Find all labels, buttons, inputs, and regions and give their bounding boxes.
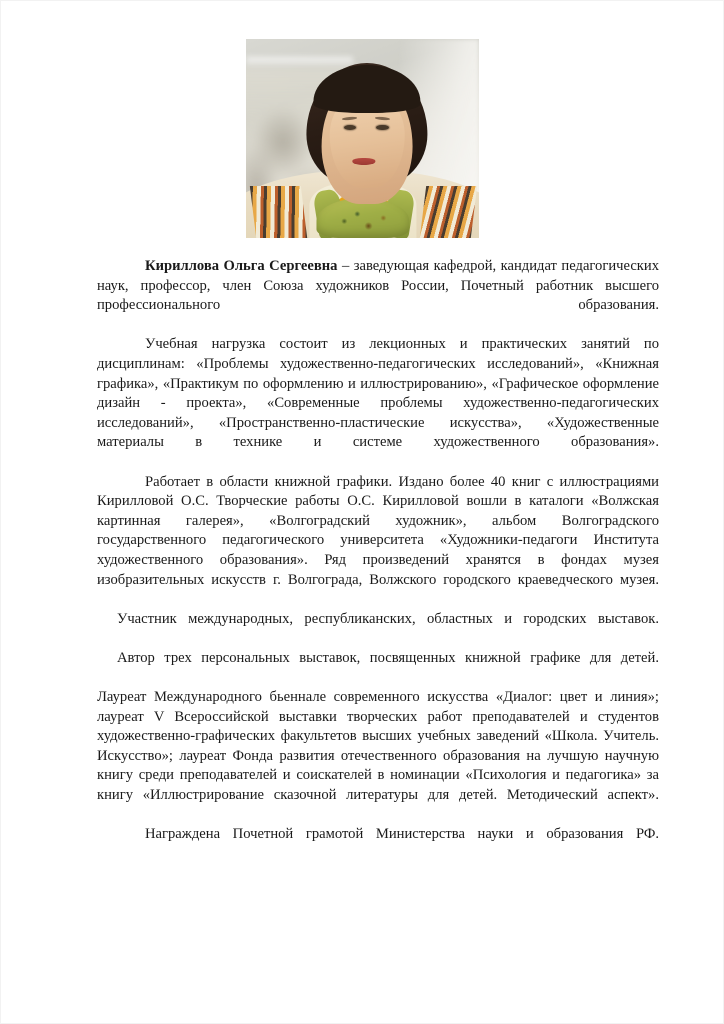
paragraph-solo-exhibitions: Автор трех персональных выставок, посвященных книжной графике для детей. — [117, 649, 659, 666]
paragraph-honorary-diploma: Награждена Почетной грамотой Министерства науки и образования РФ. — [145, 826, 659, 843]
person-name: Кириллова Ольга Сергеевна — [145, 258, 338, 274]
document-body — [97, 257, 659, 864]
patterned-scarf — [316, 198, 409, 238]
figure-eye-left — [344, 125, 356, 130]
paragraph-intro-text: – заведующая кафедрой, кандидат педагогических наук, профессор, член Союза художников России, Почетный работник высшего профессионального образования. — [97, 258, 659, 314]
paragraph-intro — [97, 257, 659, 335]
paragraph-book-graphics: Работает в области книжной графики. Издано более 40 книг с иллюстрациями Кирилловой О.С. Творческие работы О.С. Кирилловой вошли в каталоги «Волжская картинная галерея», «Волгоградский художник», альбом Волгоградского государственного педагогического университета «Художники-педагоги Института художественного образования». Ряд произведений хранятся в фондах музея изобразительных искусств г. Волгограда, Волжского городского краеведческого музея. — [97, 473, 659, 588]
figure-eye-right — [376, 125, 388, 130]
jacket-trim-left — [250, 186, 308, 238]
jacket-trim-right — [420, 186, 478, 238]
paragraph-teaching-load: Учебная нагрузка состоит из лекционных и практических занятий по дисциплинам: «Проблемы художественно-педагогических исследований», «Книжная графика», «Практикум по оформлению и иллюстрированию», «Графическое оформление дизайн - проекта», «Современные проблемы художественно-педагогических исследований», «Пространственно-пластические искусства», «Художественные материалы в технике и системе художественного образования». — [97, 336, 659, 451]
paragraph-exhibitions-participant: Участник международных, республиканских, областных и городских выставок. — [117, 610, 659, 627]
portrait-photo-image — [246, 39, 479, 238]
paragraph-awards-laureate: Лауреат Международного бьеннале современного искусства «Диалог: цвет и линия»; лауреат V Всероссийской выставки творческих работ преподавателей и студентов художественно-графических факультетов высших учебных заведений «Школа. Учитель. Искусство»; лауреат Фонда развития отечественного образования на лучшую научную книгу среди преподавателей и соискателей в номинации «Психология и педагогика» за книгу «Иллюстрирование сказочной литературы для детей. Методический аспект». — [97, 689, 659, 804]
background-wall-seam — [246, 57, 353, 67]
figure-mouth — [352, 158, 375, 165]
portrait-photo — [246, 39, 479, 238]
